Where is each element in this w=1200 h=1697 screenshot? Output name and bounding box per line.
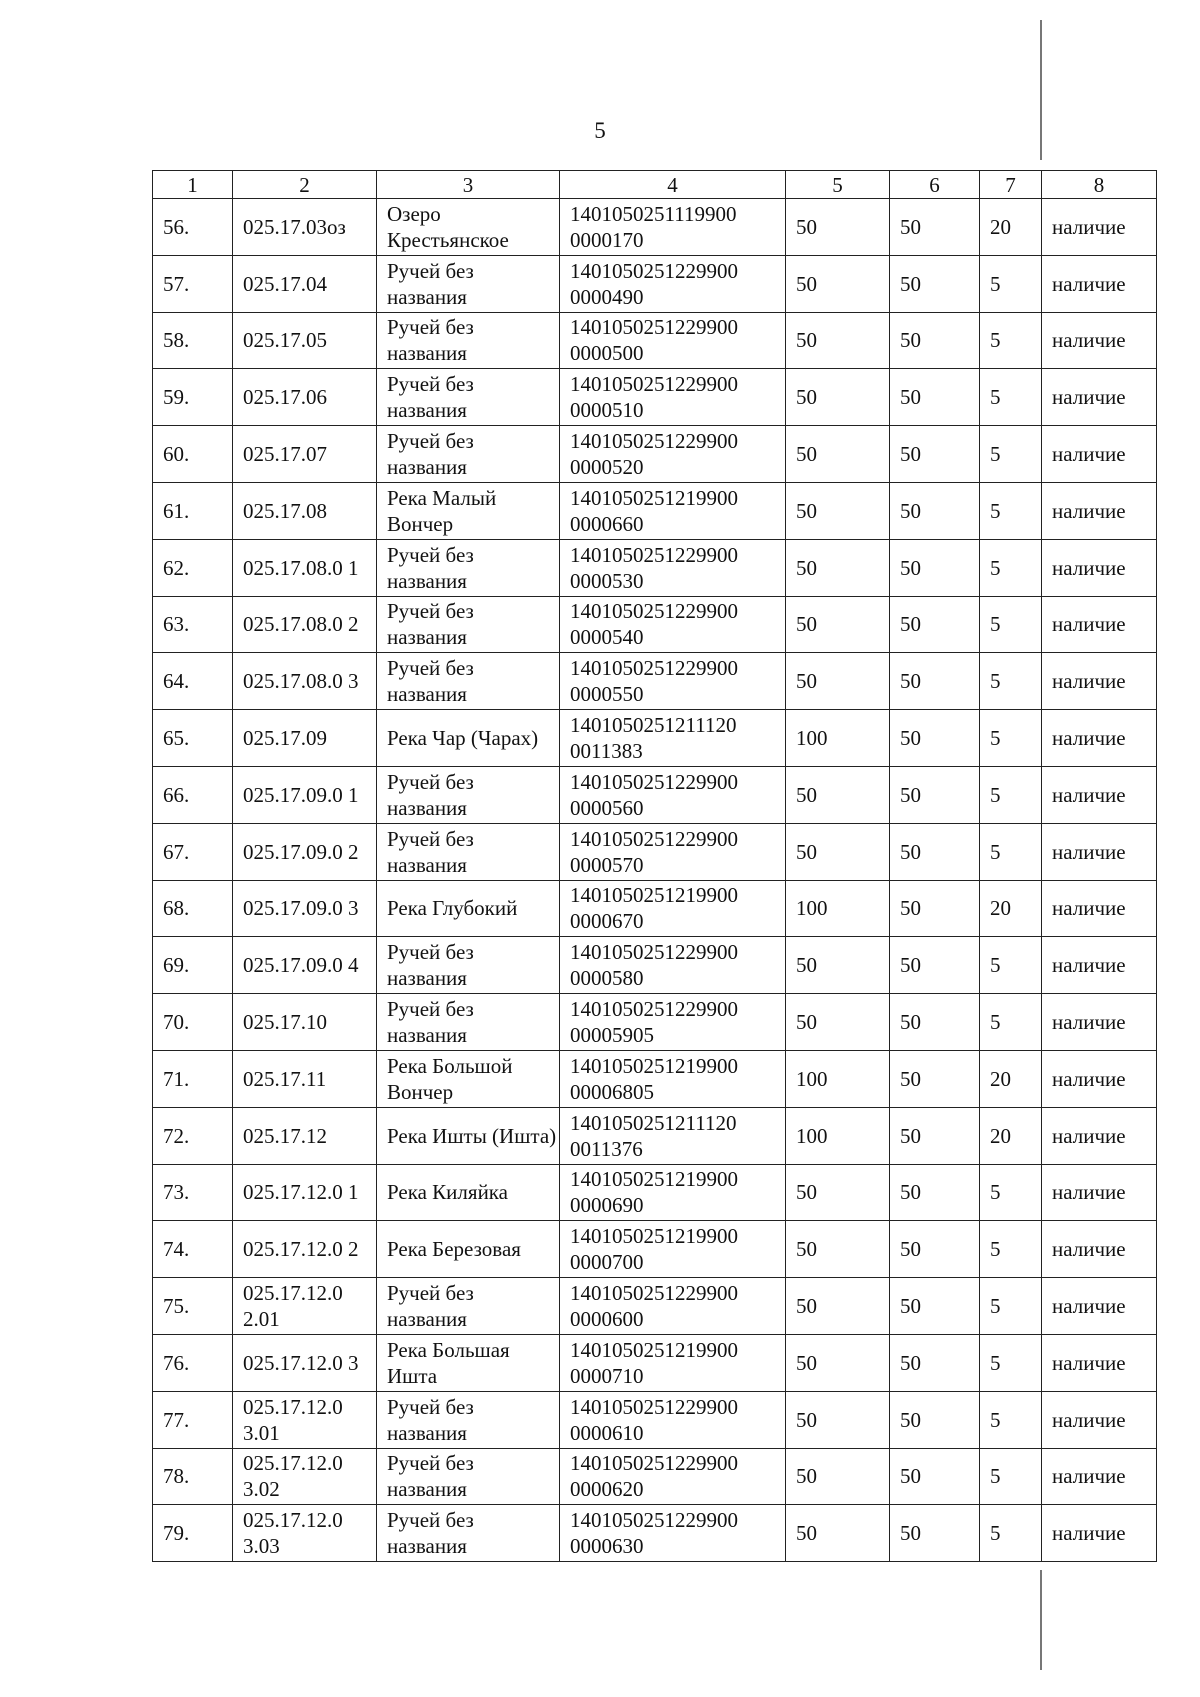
row-number-cell: 62.: [153, 539, 233, 596]
margin-mark: [1040, 20, 1042, 160]
registry-code-cell: 1401050251119900 0000170: [560, 199, 786, 256]
value-col5-cell: 50: [786, 1448, 890, 1505]
water-body-name-cell: Озеро Крестьянское: [377, 199, 560, 256]
status-cell: наличие: [1042, 823, 1157, 880]
water-body-name-cell: Река Киляйка: [377, 1164, 560, 1221]
row-number-cell: 69.: [153, 937, 233, 994]
registry-code-cell: 1401050251229900 0000580: [560, 937, 786, 994]
object-code-cell: 025.17.07: [233, 426, 377, 483]
object-code-cell: 025.17.03оз: [233, 199, 377, 256]
value-col7-cell: 5: [980, 369, 1042, 426]
value-col5-cell: 100: [786, 710, 890, 767]
value-col7-cell: 5: [980, 426, 1042, 483]
value-col6-cell: 50: [890, 1505, 980, 1562]
status-cell: наличие: [1042, 1278, 1157, 1335]
value-col5-cell: 50: [786, 653, 890, 710]
value-col7-cell: 5: [980, 255, 1042, 312]
water-body-name-cell: Река Большая Ишта: [377, 1334, 560, 1391]
table-row: [153, 1278, 1157, 1335]
status-cell: наличие: [1042, 1164, 1157, 1221]
registry-code-cell: 1401050251229900 0000530: [560, 539, 786, 596]
value-col5-cell: 50: [786, 1278, 890, 1335]
value-col5-cell: 50: [786, 766, 890, 823]
row-number-cell: 74.: [153, 1221, 233, 1278]
table-row: [153, 766, 1157, 823]
table-row: [153, 369, 1157, 426]
value-col7-cell: 5: [980, 994, 1042, 1051]
row-number-cell: 57.: [153, 255, 233, 312]
status-cell: наличие: [1042, 1107, 1157, 1164]
value-col7-cell: 5: [980, 539, 1042, 596]
registry-code-cell: 1401050251219900 0000670: [560, 880, 786, 937]
registry-code-cell: 1401050251229900 0000570: [560, 823, 786, 880]
value-col5-cell: 50: [786, 426, 890, 483]
table-row: [153, 199, 1157, 256]
value-col5-cell: 50: [786, 1334, 890, 1391]
object-code-cell: 025.17.06: [233, 369, 377, 426]
value-col6-cell: 50: [890, 1391, 980, 1448]
value-col7-cell: 5: [980, 823, 1042, 880]
water-body-name-cell: Ручей без названия: [377, 539, 560, 596]
table-row: [153, 1448, 1157, 1505]
registry-code-cell: 1401050251229900 00005905: [560, 994, 786, 1051]
object-code-cell: 025.17.11: [233, 1050, 377, 1107]
status-cell: наличие: [1042, 1505, 1157, 1562]
water-bodies-table: [152, 170, 1157, 1562]
table-row: [153, 1164, 1157, 1221]
water-body-name-cell: Ручей без названия: [377, 426, 560, 483]
row-number-cell: 68.: [153, 880, 233, 937]
value-col6-cell: 50: [890, 199, 980, 256]
table-row: [153, 539, 1157, 596]
object-code-cell: 025.17.04: [233, 255, 377, 312]
value-col7-cell: 20: [980, 199, 1042, 256]
water-body-name-cell: Ручей без названия: [377, 766, 560, 823]
status-cell: наличие: [1042, 766, 1157, 823]
value-col5-cell: 50: [786, 255, 890, 312]
value-col5-cell: 50: [786, 1164, 890, 1221]
value-col5-cell: 50: [786, 1391, 890, 1448]
row-number-cell: 77.: [153, 1391, 233, 1448]
registry-code-cell: 1401050251229900 0000550: [560, 653, 786, 710]
value-col7-cell: 5: [980, 653, 1042, 710]
status-cell: наличие: [1042, 1334, 1157, 1391]
value-col6-cell: 50: [890, 1334, 980, 1391]
value-col5-cell: 50: [786, 1221, 890, 1278]
status-cell: наличие: [1042, 255, 1157, 312]
column-header-6: 6: [890, 171, 980, 199]
status-cell: наличие: [1042, 596, 1157, 653]
object-code-cell: 025.17.12.0 2: [233, 1221, 377, 1278]
object-code-cell: 025.17.12.0 3.01: [233, 1391, 377, 1448]
registry-code-cell: 1401050251229900 0000540: [560, 596, 786, 653]
margin-mark: [1040, 1570, 1042, 1670]
table-row: [153, 994, 1157, 1051]
water-body-name-cell: Ручей без названия: [377, 653, 560, 710]
object-code-cell: 025.17.08.0 3: [233, 653, 377, 710]
row-number-cell: 64.: [153, 653, 233, 710]
registry-code-cell: 1401050251219900 0000710: [560, 1334, 786, 1391]
table-row: [153, 255, 1157, 312]
water-body-name-cell: Ручей без названия: [377, 823, 560, 880]
status-cell: наличие: [1042, 653, 1157, 710]
value-col6-cell: 50: [890, 1278, 980, 1335]
object-code-cell: 025.17.12.0 1: [233, 1164, 377, 1221]
object-code-cell: 025.17.10: [233, 994, 377, 1051]
water-body-name-cell: Ручей без названия: [377, 312, 560, 369]
status-cell: наличие: [1042, 1448, 1157, 1505]
status-cell: наличие: [1042, 1391, 1157, 1448]
table-row: [153, 880, 1157, 937]
value-col6-cell: 50: [890, 1221, 980, 1278]
column-header-2: 2: [233, 171, 377, 199]
value-col6-cell: 50: [890, 1107, 980, 1164]
registry-code-cell: 1401050251229900 0000560: [560, 766, 786, 823]
value-col7-cell: 5: [980, 312, 1042, 369]
row-number-cell: 76.: [153, 1334, 233, 1391]
value-col5-cell: 50: [786, 312, 890, 369]
registry-code-cell: 1401050251219900 0000690: [560, 1164, 786, 1221]
table-row: [153, 653, 1157, 710]
column-header-5: 5: [786, 171, 890, 199]
value-col7-cell: 5: [980, 710, 1042, 767]
value-col7-cell: 5: [980, 1334, 1042, 1391]
row-number-cell: 60.: [153, 426, 233, 483]
status-cell: наличие: [1042, 880, 1157, 937]
object-code-cell: 025.17.09.0 3: [233, 880, 377, 937]
value-col5-cell: 50: [786, 937, 890, 994]
column-header-3: 3: [377, 171, 560, 199]
table-row: [153, 482, 1157, 539]
status-cell: наличие: [1042, 710, 1157, 767]
value-col7-cell: 5: [980, 596, 1042, 653]
value-col7-cell: 5: [980, 1164, 1042, 1221]
status-cell: наличие: [1042, 1221, 1157, 1278]
value-col6-cell: 50: [890, 823, 980, 880]
value-col6-cell: 50: [890, 1050, 980, 1107]
water-body-name-cell: Река Большой Вончер: [377, 1050, 560, 1107]
value-col6-cell: 50: [890, 994, 980, 1051]
value-col6-cell: 50: [890, 1448, 980, 1505]
value-col6-cell: 50: [890, 596, 980, 653]
status-cell: наличие: [1042, 937, 1157, 994]
registry-code-cell: 1401050251229900 0000630: [560, 1505, 786, 1562]
value-col7-cell: 5: [980, 766, 1042, 823]
status-cell: наличие: [1042, 994, 1157, 1051]
table-row: [153, 937, 1157, 994]
row-number-cell: 79.: [153, 1505, 233, 1562]
registry-code-cell: 1401050251229900 0000500: [560, 312, 786, 369]
row-number-cell: 71.: [153, 1050, 233, 1107]
water-body-name-cell: Река Глубокий: [377, 880, 560, 937]
water-body-name-cell: Ручей без названия: [377, 596, 560, 653]
registry-code-cell: 1401050251219900 0000660: [560, 482, 786, 539]
value-col5-cell: 50: [786, 199, 890, 256]
value-col7-cell: 5: [980, 482, 1042, 539]
value-col5-cell: 50: [786, 994, 890, 1051]
value-col6-cell: 50: [890, 482, 980, 539]
status-cell: наличие: [1042, 482, 1157, 539]
value-col6-cell: 50: [890, 255, 980, 312]
column-header-1: 1: [153, 171, 233, 199]
registry-code-cell: 1401050251229900 0000520: [560, 426, 786, 483]
object-code-cell: 025.17.08.0 1: [233, 539, 377, 596]
object-code-cell: 025.17.08.0 2: [233, 596, 377, 653]
water-body-name-cell: Река Ишты (Ишта): [377, 1107, 560, 1164]
value-col5-cell: 50: [786, 539, 890, 596]
row-number-cell: 61.: [153, 482, 233, 539]
registry-code-cell: 1401050251219900 00006805: [560, 1050, 786, 1107]
table-row: [153, 1391, 1157, 1448]
value-col6-cell: 50: [890, 369, 980, 426]
value-col7-cell: 5: [980, 1448, 1042, 1505]
table-row: [153, 710, 1157, 767]
water-body-name-cell: Ручей без названия: [377, 1391, 560, 1448]
row-number-cell: 75.: [153, 1278, 233, 1335]
table-row: [153, 1107, 1157, 1164]
row-number-cell: 58.: [153, 312, 233, 369]
status-cell: наличие: [1042, 426, 1157, 483]
water-body-name-cell: Ручей без названия: [377, 1278, 560, 1335]
registry-code-cell: 1401050251211120 0011376: [560, 1107, 786, 1164]
status-cell: наличие: [1042, 369, 1157, 426]
row-number-cell: 67.: [153, 823, 233, 880]
water-body-name-cell: Ручей без названия: [377, 994, 560, 1051]
value-col5-cell: 50: [786, 482, 890, 539]
water-body-name-cell: Ручей без названия: [377, 369, 560, 426]
column-header-8: 8: [1042, 171, 1157, 199]
value-col5-cell: 50: [786, 823, 890, 880]
value-col7-cell: 5: [980, 1505, 1042, 1562]
value-col7-cell: 20: [980, 880, 1042, 937]
row-number-cell: 66.: [153, 766, 233, 823]
object-code-cell: 025.17.09.0 1: [233, 766, 377, 823]
water-body-name-cell: Река Малый Вончер: [377, 482, 560, 539]
header-row: [153, 171, 1157, 199]
status-cell: наличие: [1042, 539, 1157, 596]
column-header-4: 4: [560, 171, 786, 199]
row-number-cell: 70.: [153, 994, 233, 1051]
column-header-7: 7: [980, 171, 1042, 199]
status-cell: наличие: [1042, 199, 1157, 256]
object-code-cell: 025.17.12.0 3.02: [233, 1448, 377, 1505]
object-code-cell: 025.17.12: [233, 1107, 377, 1164]
object-code-cell: 025.17.09.0 2: [233, 823, 377, 880]
status-cell: наличие: [1042, 1050, 1157, 1107]
value-col6-cell: 50: [890, 937, 980, 994]
registry-code-cell: 1401050251229900 0000620: [560, 1448, 786, 1505]
registry-code-cell: 1401050251229900 0000600: [560, 1278, 786, 1335]
object-code-cell: 025.17.12.0 3.03: [233, 1505, 377, 1562]
object-code-cell: 025.17.12.0 3: [233, 1334, 377, 1391]
row-number-cell: 73.: [153, 1164, 233, 1221]
value-col5-cell: 100: [786, 880, 890, 937]
table-row: [153, 596, 1157, 653]
value-col5-cell: 50: [786, 1505, 890, 1562]
row-number-cell: 65.: [153, 710, 233, 767]
value-col6-cell: 50: [890, 880, 980, 937]
object-code-cell: 025.17.08: [233, 482, 377, 539]
registry-code-cell: 1401050251211120 0011383: [560, 710, 786, 767]
value-col6-cell: 50: [890, 312, 980, 369]
table-body: [153, 199, 1157, 1562]
value-col7-cell: 20: [980, 1107, 1042, 1164]
page-number: 5: [594, 118, 606, 143]
table-row: [153, 1050, 1157, 1107]
water-body-name-cell: Ручей без названия: [377, 937, 560, 994]
value-col5-cell: 100: [786, 1107, 890, 1164]
row-number-cell: 63.: [153, 596, 233, 653]
registry-code-cell: 1401050251229900 0000490: [560, 255, 786, 312]
value-col5-cell: 50: [786, 369, 890, 426]
object-code-cell: 025.17.05: [233, 312, 377, 369]
table-row: [153, 312, 1157, 369]
value-col7-cell: 5: [980, 1391, 1042, 1448]
object-code-cell: 025.17.09.0 4: [233, 937, 377, 994]
water-body-name-cell: Река Чар (Чарах): [377, 710, 560, 767]
value-col6-cell: 50: [890, 710, 980, 767]
status-cell: наличие: [1042, 312, 1157, 369]
row-number-cell: 56.: [153, 199, 233, 256]
value-col7-cell: 5: [980, 1221, 1042, 1278]
value-col5-cell: 50: [786, 596, 890, 653]
row-number-cell: 72.: [153, 1107, 233, 1164]
value-col6-cell: 50: [890, 426, 980, 483]
registry-code-cell: 1401050251219900 0000700: [560, 1221, 786, 1278]
object-code-cell: 025.17.12.0 2.01: [233, 1278, 377, 1335]
value-col6-cell: 50: [890, 539, 980, 596]
value-col5-cell: 100: [786, 1050, 890, 1107]
value-col6-cell: 50: [890, 766, 980, 823]
table-row: [153, 823, 1157, 880]
row-number-cell: 59.: [153, 369, 233, 426]
value-col7-cell: 20: [980, 1050, 1042, 1107]
value-col7-cell: 5: [980, 1278, 1042, 1335]
table-row: [153, 1505, 1157, 1562]
value-col6-cell: 50: [890, 653, 980, 710]
row-number-cell: 78.: [153, 1448, 233, 1505]
table-row: [153, 1334, 1157, 1391]
water-body-name-cell: Ручей без названия: [377, 1448, 560, 1505]
value-col6-cell: 50: [890, 1164, 980, 1221]
value-col7-cell: 5: [980, 937, 1042, 994]
object-code-cell: 025.17.09: [233, 710, 377, 767]
table-row: [153, 1221, 1157, 1278]
water-body-name-cell: Ручей без названия: [377, 255, 560, 312]
registry-code-cell: 1401050251229900 0000510: [560, 369, 786, 426]
table-row: [153, 426, 1157, 483]
water-body-name-cell: Река Березовая: [377, 1221, 560, 1278]
water-body-name-cell: Ручей без названия: [377, 1505, 560, 1562]
registry-code-cell: 1401050251229900 0000610: [560, 1391, 786, 1448]
